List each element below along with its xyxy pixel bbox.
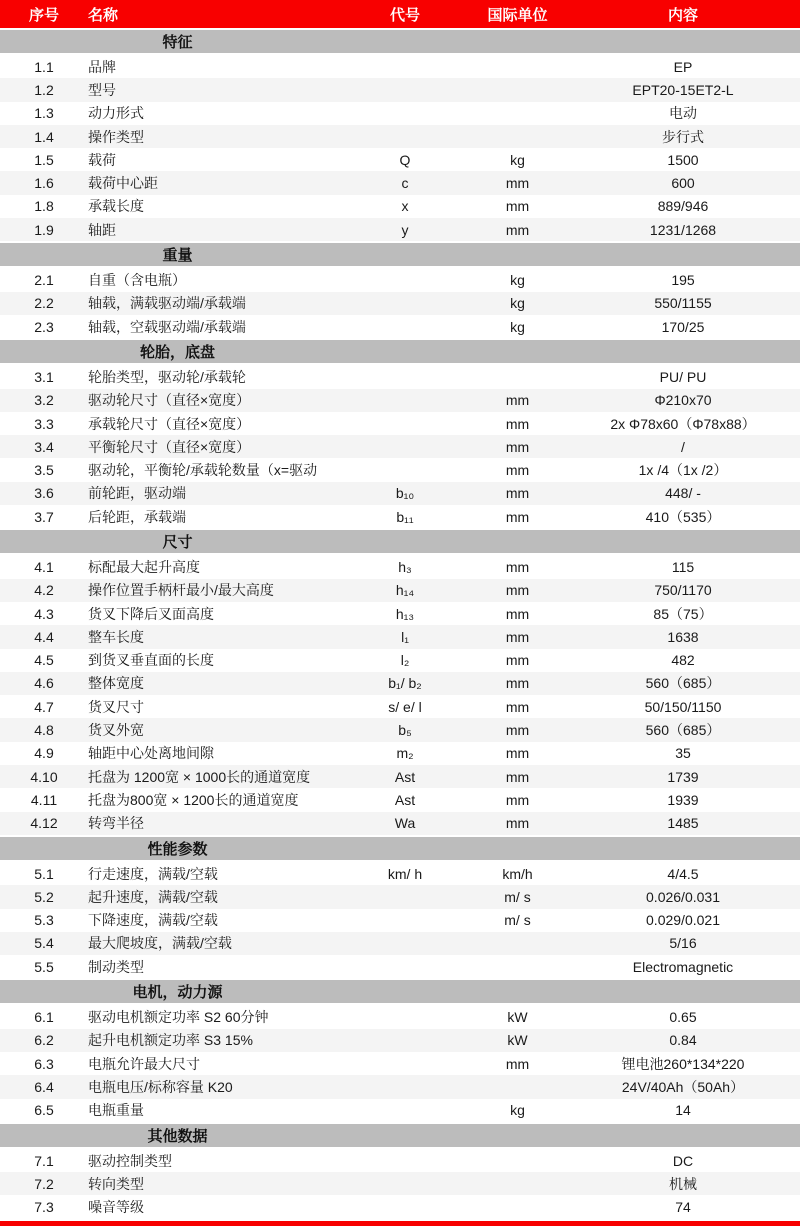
spec-row <box>0 718 800 741</box>
row-number: 6.2 <box>34 1032 54 1049</box>
row-unit: mm <box>505 768 530 785</box>
row-value: 560（685） <box>645 675 721 692</box>
table-body <box>0 28 800 1219</box>
row-number: 3.3 <box>34 415 54 432</box>
row-number: 4.4 <box>34 628 54 645</box>
row-name: 轮胎类型，驱动轮/承载轮 <box>88 368 246 385</box>
row-unit: mm <box>505 221 530 238</box>
row-number: 1.4 <box>34 128 54 145</box>
section-row <box>0 835 800 862</box>
row-code: s/ e/ l <box>388 698 422 715</box>
row-name: 制动类型 <box>88 958 144 975</box>
section-title: 其他数据 <box>147 1127 208 1145</box>
row-number: 5.5 <box>34 958 54 975</box>
row-name: 品牌 <box>88 58 116 75</box>
row-number: 7.3 <box>34 1199 54 1216</box>
row-value: 1638 <box>667 628 699 645</box>
row-code: l₁ <box>401 628 409 645</box>
row-name: 轴载，满载驱动端/承载端 <box>88 295 246 312</box>
spec-row <box>0 1149 800 1172</box>
row-value: 560（685） <box>645 722 721 739</box>
row-value: 550/1155 <box>654 295 712 312</box>
row-code: h₁₃ <box>395 605 415 622</box>
row-code: c <box>401 175 409 192</box>
section-row <box>0 1122 800 1149</box>
row-name: 最大爬坡度，满载/空载 <box>88 935 232 952</box>
row-number: 2.2 <box>34 295 54 312</box>
row-number: 5.1 <box>34 865 54 882</box>
spec-row <box>0 1005 800 1028</box>
row-unit: kW <box>507 1009 528 1026</box>
spec-row <box>0 458 800 481</box>
row-value: 1500 <box>667 151 699 168</box>
row-name: 后轮距，承载端 <box>88 508 186 525</box>
row-unit: mm <box>505 438 530 455</box>
row-number: 3.5 <box>34 462 54 479</box>
row-code: x <box>401 198 409 215</box>
spec-row <box>0 505 800 528</box>
row-unit: mm <box>505 582 530 599</box>
row-name: 动力形式 <box>88 105 144 122</box>
row-number: 2.1 <box>34 272 54 289</box>
row-number: 3.6 <box>34 485 54 502</box>
spec-row <box>0 268 800 291</box>
row-unit: mm <box>505 462 530 479</box>
row-unit: mm <box>505 485 530 502</box>
row-code: l₂ <box>400 652 410 669</box>
row-name: 整体宽度 <box>88 675 144 692</box>
row-code: y <box>401 221 409 238</box>
row-unit: mm <box>505 605 530 622</box>
spec-row <box>0 555 800 578</box>
row-code: Q <box>399 151 411 168</box>
col-header-name: 名称 <box>88 6 119 24</box>
row-name: 标配最大起升高度 <box>88 558 200 575</box>
row-unit: mm <box>505 198 530 215</box>
row-value: 170/25 <box>661 318 705 335</box>
row-value: 14 <box>675 1102 691 1119</box>
row-value: EPT20-15ET2-L <box>632 81 734 98</box>
row-number: 4.5 <box>34 652 54 669</box>
row-code: km/ h <box>387 865 423 882</box>
section-title: 特征 <box>162 34 193 51</box>
row-value: 0.029/0.021 <box>646 912 720 929</box>
row-value: EP <box>673 58 693 75</box>
spec-row <box>0 788 800 811</box>
row-name: 整车长度 <box>88 628 144 645</box>
row-code: h₁₄ <box>395 582 415 599</box>
row-unit: m/ s <box>504 888 531 905</box>
section-row <box>0 338 800 365</box>
section-band <box>0 243 800 266</box>
row-name: 转向类型 <box>88 1175 144 1192</box>
spec-row <box>0 695 800 718</box>
row-name: 驱动电机额定功率 S2 60分钟 <box>88 1009 269 1026</box>
row-name: 载荷中心距 <box>88 175 158 192</box>
row-value: 750/1170 <box>654 582 712 599</box>
spec-row <box>0 1052 800 1075</box>
row-unit: mm <box>505 745 530 762</box>
row-name: 操作类型 <box>88 128 144 145</box>
spec-row <box>0 579 800 602</box>
row-unit: kg <box>510 1102 525 1119</box>
spec-row <box>0 125 800 148</box>
row-value: 电动 <box>669 105 697 122</box>
row-number: 4.9 <box>34 745 54 762</box>
section-row <box>0 978 800 1005</box>
row-value: 50/150/1150 <box>644 698 722 715</box>
spec-row <box>0 435 800 458</box>
spec-row <box>0 195 800 218</box>
section-title: 尺寸 <box>162 534 193 552</box>
section-band <box>0 340 800 363</box>
section-row <box>0 28 800 55</box>
row-number: 5.2 <box>34 888 54 905</box>
row-number: 6.1 <box>34 1009 54 1026</box>
row-number: 1.6 <box>34 175 54 192</box>
row-value: 4/4.5 <box>667 865 699 882</box>
spec-row <box>0 862 800 885</box>
row-number: 3.7 <box>34 508 54 525</box>
spec-row <box>0 171 800 194</box>
row-name: 轴载，空载驱动端/承载端 <box>88 318 246 335</box>
spec-row <box>0 315 800 338</box>
row-unit: mm <box>505 508 530 525</box>
row-number: 4.1 <box>34 558 54 575</box>
row-unit: km/h <box>502 865 533 882</box>
row-unit: mm <box>505 652 530 669</box>
section-title: 电机，动力源 <box>132 984 223 1002</box>
row-value: 410（535） <box>645 508 721 525</box>
row-value: PU/ PU <box>659 368 707 385</box>
row-name: 货叉外宽 <box>88 722 144 739</box>
row-value: 889/946 <box>657 198 709 215</box>
section-title: 性能参数 <box>147 840 208 858</box>
spec-row <box>0 55 800 78</box>
row-code: Wa <box>394 815 416 832</box>
section-title: 重量 <box>162 247 193 265</box>
row-name: 货叉下降后叉面高度 <box>88 605 214 622</box>
spec-row <box>0 672 800 695</box>
row-number: 7.2 <box>34 1175 54 1192</box>
spec-row <box>0 78 800 101</box>
spec-row <box>0 365 800 388</box>
section-band <box>0 1124 800 1147</box>
row-name: 行走速度，满载/空载 <box>88 865 218 882</box>
row-name: 驱动轮尺寸（直径×宽度） <box>88 392 251 409</box>
row-code: h₃ <box>398 558 412 575</box>
row-unit: m/ s <box>504 912 531 929</box>
row-number: 1.8 <box>34 198 54 215</box>
row-value: 74 <box>675 1199 691 1216</box>
row-name: 托盘为800宽 × 1200长的通道宽度 <box>88 791 299 808</box>
row-value: 115 <box>671 558 695 575</box>
table-bottom-bar <box>0 1221 800 1226</box>
spec-row <box>0 148 800 171</box>
row-number: 1.2 <box>34 81 54 98</box>
spec-row <box>0 742 800 765</box>
row-code: b₁/ b₂ <box>388 675 422 692</box>
row-value: 1231/1268 <box>649 221 717 238</box>
spec-row <box>0 292 800 315</box>
row-name: 自重（含电瓶） <box>88 272 186 289</box>
row-unit: mm <box>505 815 530 832</box>
col-header-unit: 国际单位 <box>487 6 548 24</box>
row-number: 1.3 <box>34 105 54 122</box>
row-name: 货叉尺寸 <box>88 698 144 715</box>
row-value: 600 <box>671 175 695 192</box>
row-name: 下降速度，满载/空载 <box>88 912 218 929</box>
row-value: 5/16 <box>669 935 697 952</box>
row-value: 0.65 <box>669 1009 697 1026</box>
row-value: 448/ - <box>665 485 701 502</box>
row-number: 1.9 <box>34 221 54 238</box>
row-value: Electromagnetic <box>632 958 734 975</box>
row-value: 85（75） <box>653 605 713 622</box>
col-header-code: 代号 <box>389 6 420 24</box>
row-number: 4.12 <box>30 815 58 832</box>
row-name: 驱动控制类型 <box>88 1152 172 1169</box>
row-number: 3.4 <box>34 438 54 455</box>
section-band <box>0 530 800 553</box>
spec-row <box>0 1195 800 1218</box>
row-name: 型号 <box>88 81 116 98</box>
row-value: 482 <box>671 652 695 669</box>
row-code: Ast <box>394 768 416 785</box>
row-value: DC <box>672 1152 694 1169</box>
row-number: 5.4 <box>34 935 54 952</box>
row-name: 噪音等级 <box>88 1199 144 1216</box>
row-name: 载荷 <box>88 151 116 168</box>
spec-row <box>0 602 800 625</box>
spec-row <box>0 1075 800 1098</box>
row-number: 6.5 <box>34 1102 54 1119</box>
col-header-no: 序号 <box>28 6 59 24</box>
row-number: 4.8 <box>34 722 54 739</box>
row-value: 0.026/0.031 <box>646 888 720 905</box>
row-unit: mm <box>505 1055 530 1072</box>
row-value: 1939 <box>667 791 699 808</box>
spec-row <box>0 625 800 648</box>
row-name: 驱动轮，平衡轮/承载轮数量（x=驱动 <box>88 462 318 479</box>
row-value: 锂电池260*134*220 <box>621 1055 745 1072</box>
row-code: b₁₀ <box>395 485 415 502</box>
section-band <box>0 30 800 53</box>
row-code: m₂ <box>396 745 414 762</box>
spec-row <box>0 955 800 978</box>
row-code: b₁₁ <box>396 508 414 525</box>
row-name: 起升速度，满载/空载 <box>88 888 218 905</box>
row-number: 6.4 <box>34 1078 54 1095</box>
row-unit: mm <box>505 558 530 575</box>
spec-row <box>0 1172 800 1195</box>
row-number: 1.1 <box>34 58 54 75</box>
section-band <box>0 980 800 1003</box>
col-header-content: 内容 <box>667 6 698 24</box>
row-name: 转弯半径 <box>88 815 144 832</box>
row-value: 24V/40Ah（50Ah） <box>621 1078 745 1095</box>
row-code: Ast <box>394 791 416 808</box>
section-band <box>0 837 800 860</box>
row-number: 7.1 <box>34 1152 54 1169</box>
spec-row <box>0 909 800 932</box>
row-number: 5.3 <box>34 912 54 929</box>
row-value: 步行式 <box>662 128 704 145</box>
row-unit: mm <box>505 392 530 409</box>
row-name: 电瓶重量 <box>88 1102 144 1119</box>
row-name: 轴距 <box>88 221 116 238</box>
row-unit: kg <box>510 151 525 168</box>
row-unit: mm <box>505 698 530 715</box>
spec-row <box>0 932 800 955</box>
spec-row <box>0 649 800 672</box>
section-row <box>0 528 800 555</box>
row-number: 6.3 <box>34 1055 54 1072</box>
row-number: 4.3 <box>34 605 54 622</box>
row-unit: kg <box>510 295 525 312</box>
table-header-row <box>0 0 800 28</box>
row-name: 起升电机额定功率 S3 15% <box>88 1032 253 1049</box>
row-unit: mm <box>505 175 530 192</box>
spec-row <box>0 102 800 125</box>
row-name: 电瓶允许最大尺寸 <box>88 1055 200 1072</box>
row-name: 托盘为 1200宽 × 1000长的通道宽度 <box>88 768 311 785</box>
row-number: 2.3 <box>34 318 54 335</box>
row-name: 承载轮尺寸（直径×宽度） <box>88 415 251 432</box>
row-unit: kW <box>507 1032 528 1049</box>
row-name: 承载长度 <box>88 198 144 215</box>
row-unit: kg <box>510 272 525 289</box>
spec-row <box>0 389 800 412</box>
row-name: 操作位置手柄杆最小/最大高度 <box>88 582 274 599</box>
section-row <box>0 241 800 268</box>
row-value: Φ210x70 <box>654 392 712 409</box>
spec-row <box>0 1099 800 1122</box>
spec-row <box>0 482 800 505</box>
row-number: 4.7 <box>34 698 54 715</box>
row-value: 1739 <box>667 768 699 785</box>
row-number: 3.2 <box>34 392 54 409</box>
section-title: 轮胎，底盘 <box>139 344 215 362</box>
row-value: 1485 <box>667 815 699 832</box>
row-name: 平衡轮尺寸（直径×宽度） <box>88 438 251 455</box>
row-unit: mm <box>505 628 530 645</box>
row-unit: mm <box>505 791 530 808</box>
row-value: 35 <box>675 745 691 762</box>
row-name: 前轮距，驱动端 <box>88 485 186 502</box>
row-value: 2x Φ78x60（Φ78x88） <box>610 415 756 432</box>
row-value: 0.84 <box>669 1032 697 1049</box>
row-value: 195 <box>671 272 695 289</box>
row-number: 4.2 <box>34 582 54 599</box>
row-number: 4.10 <box>30 768 58 785</box>
row-value: / <box>681 438 685 455</box>
row-value: 1x /4（1x /2） <box>638 462 728 479</box>
spec-row <box>0 1029 800 1052</box>
row-unit: mm <box>505 722 530 739</box>
row-number: 1.5 <box>34 151 54 168</box>
row-unit: mm <box>505 675 530 692</box>
row-number: 3.1 <box>34 368 54 385</box>
row-name: 到货叉垂直面的长度 <box>88 652 214 669</box>
spec-row <box>0 765 800 788</box>
row-name: 电瓶电压/标称容量 K20 <box>88 1078 233 1095</box>
row-number: 4.6 <box>34 675 54 692</box>
spec-row <box>0 812 800 835</box>
spec-row <box>0 885 800 908</box>
row-unit: mm <box>505 415 530 432</box>
row-number: 4.11 <box>30 791 58 808</box>
row-unit: kg <box>510 318 525 335</box>
row-value: 机械 <box>669 1175 697 1192</box>
spec-row <box>0 218 800 241</box>
spec-row <box>0 412 800 435</box>
row-code: b₅ <box>398 722 412 739</box>
row-name: 轴距中心处离地间隙 <box>88 745 214 762</box>
